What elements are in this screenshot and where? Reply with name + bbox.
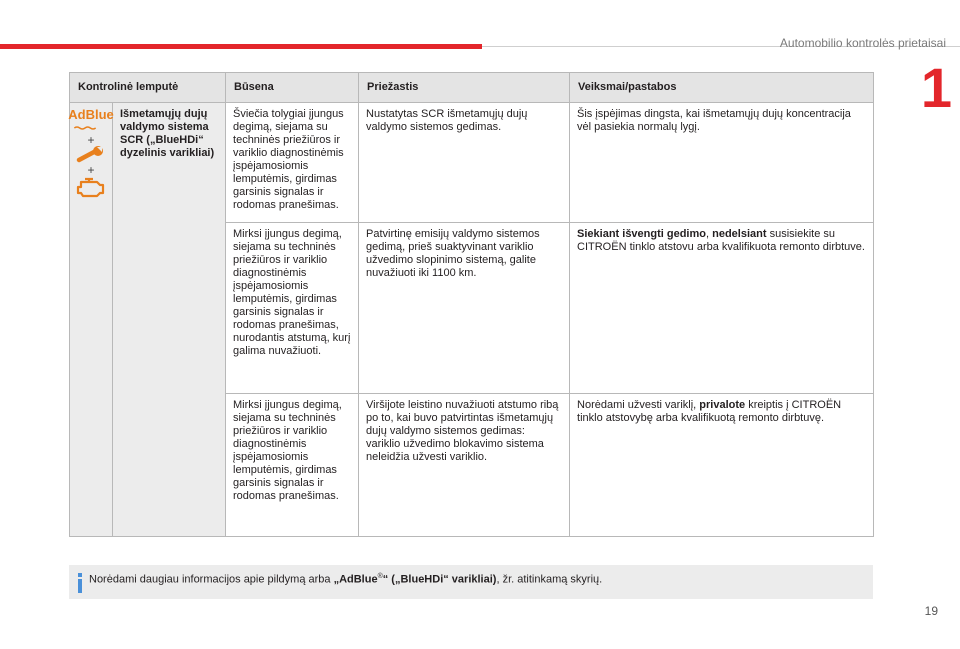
column-header-warning-light: Kontrolinė lemputė — [70, 73, 226, 103]
note-text: Norėdami daugiau informacijos apie pildymą arba — [89, 573, 334, 586]
action-emphasis: nedelsiant — [712, 228, 767, 240]
engine-icon — [75, 176, 107, 200]
action-emphasis: privalote — [699, 399, 746, 411]
page-number: 19 — [924, 604, 938, 618]
table-header-row — [70, 73, 874, 103]
action-cell: Šis įspėjimas dingsta, kai išmetamųjų dujų koncentracija vėl pasiekia normalų lygį. — [570, 103, 874, 223]
wrench-icon — [76, 146, 106, 164]
note-emphasis: „AdBlue — [333, 573, 378, 586]
registered-mark: ® — [377, 573, 383, 580]
adblue-wave-icon — [68, 126, 102, 130]
action-emphasis: Siekiant išvengti gedimo — [577, 228, 706, 240]
note-text: , žr. atitinkamą skyrių. — [496, 573, 603, 586]
column-header-cause: Priežastis — [359, 73, 570, 103]
table-row — [70, 103, 874, 223]
action-text: Norėdami užvesti variklį, — [577, 399, 700, 411]
plus-sign: + — [87, 163, 95, 177]
action-cell — [570, 394, 874, 537]
action-text: kreiptis į CITROËN tinklo atstovybę arba kvalifikuotą remonto dirbtuvę. — [577, 399, 842, 424]
state-cell: Šviečia tolygiai įjungus degimą, siejama su techninės priežiūros ir variklio diagnostinėmis įspėjamosiomis lemputėmis, girdimas garsinis signalas ir rodomas pranešimas. — [226, 103, 359, 223]
state-cell: Mirksi įjungus degimą, siejama su techninės priežiūros ir variklio diagnostinėmis įspėjamosiomis lemputėmis, girdimas garsinis signalas ir rodomas pranešimas. — [226, 394, 359, 537]
adblue-icon — [68, 108, 114, 134]
section-title: Automobilio kontrolės prietaisai — [779, 36, 946, 50]
info-icon — [77, 573, 83, 593]
cause-cell: Patvirtinę emisijų valdymo sistemos gedimą, prieš suaktyvinant variklio užvedimo slopinimo sistemą, galite nuvažiuoti iki 1100 km. — [359, 223, 570, 394]
indicator-name: Išmetamųjų dujų valdymo sistema SCR („BlueHDi“ dyzelinis varikliai) — [113, 103, 226, 537]
cause-cell: Nustatytas SCR išmetamųjų dujų valdymo sistemos gedimas. — [359, 103, 570, 223]
action-text: susisiekite su CITROËN tinklo atstovu arba kvalifikuota remonto dirbtuve. — [577, 228, 865, 253]
chapter-number: 1 — [920, 56, 952, 119]
state-cell: Mirksi įjungus degimą, siejama su techninės priežiūros ir variklio diagnostinėmis įspėjamosiomis lemputėmis, girdimas garsinis signalas ir rodomas pranešimas, nurodantis atstumą, kurį galima nuvažiuoti. — [226, 223, 359, 394]
cause-cell: Viršijote leistino nuvažiuoti atstumo ribą po to, kai buvo patvirtintas išmetamųjų dujų valdymo sistemos gedimas: variklio užvedimo blokavimo sistema neleidžia užvesti variklio. — [359, 394, 570, 537]
info-note — [69, 565, 873, 599]
column-header-state: Būsena — [226, 73, 359, 103]
adblue-label: AdBlue — [68, 107, 114, 122]
header-accent-bar — [0, 44, 482, 49]
indicator-icons-cell — [70, 103, 113, 537]
note-emphasis: “ („BlueHDi“ varikliai) — [382, 573, 497, 586]
warning-lights-table — [69, 72, 874, 537]
column-header-actions: Veiksmai/pastabos — [570, 73, 874, 103]
plus-sign: + — [87, 133, 95, 147]
action-separator: , — [706, 228, 713, 240]
action-cell — [570, 223, 874, 394]
